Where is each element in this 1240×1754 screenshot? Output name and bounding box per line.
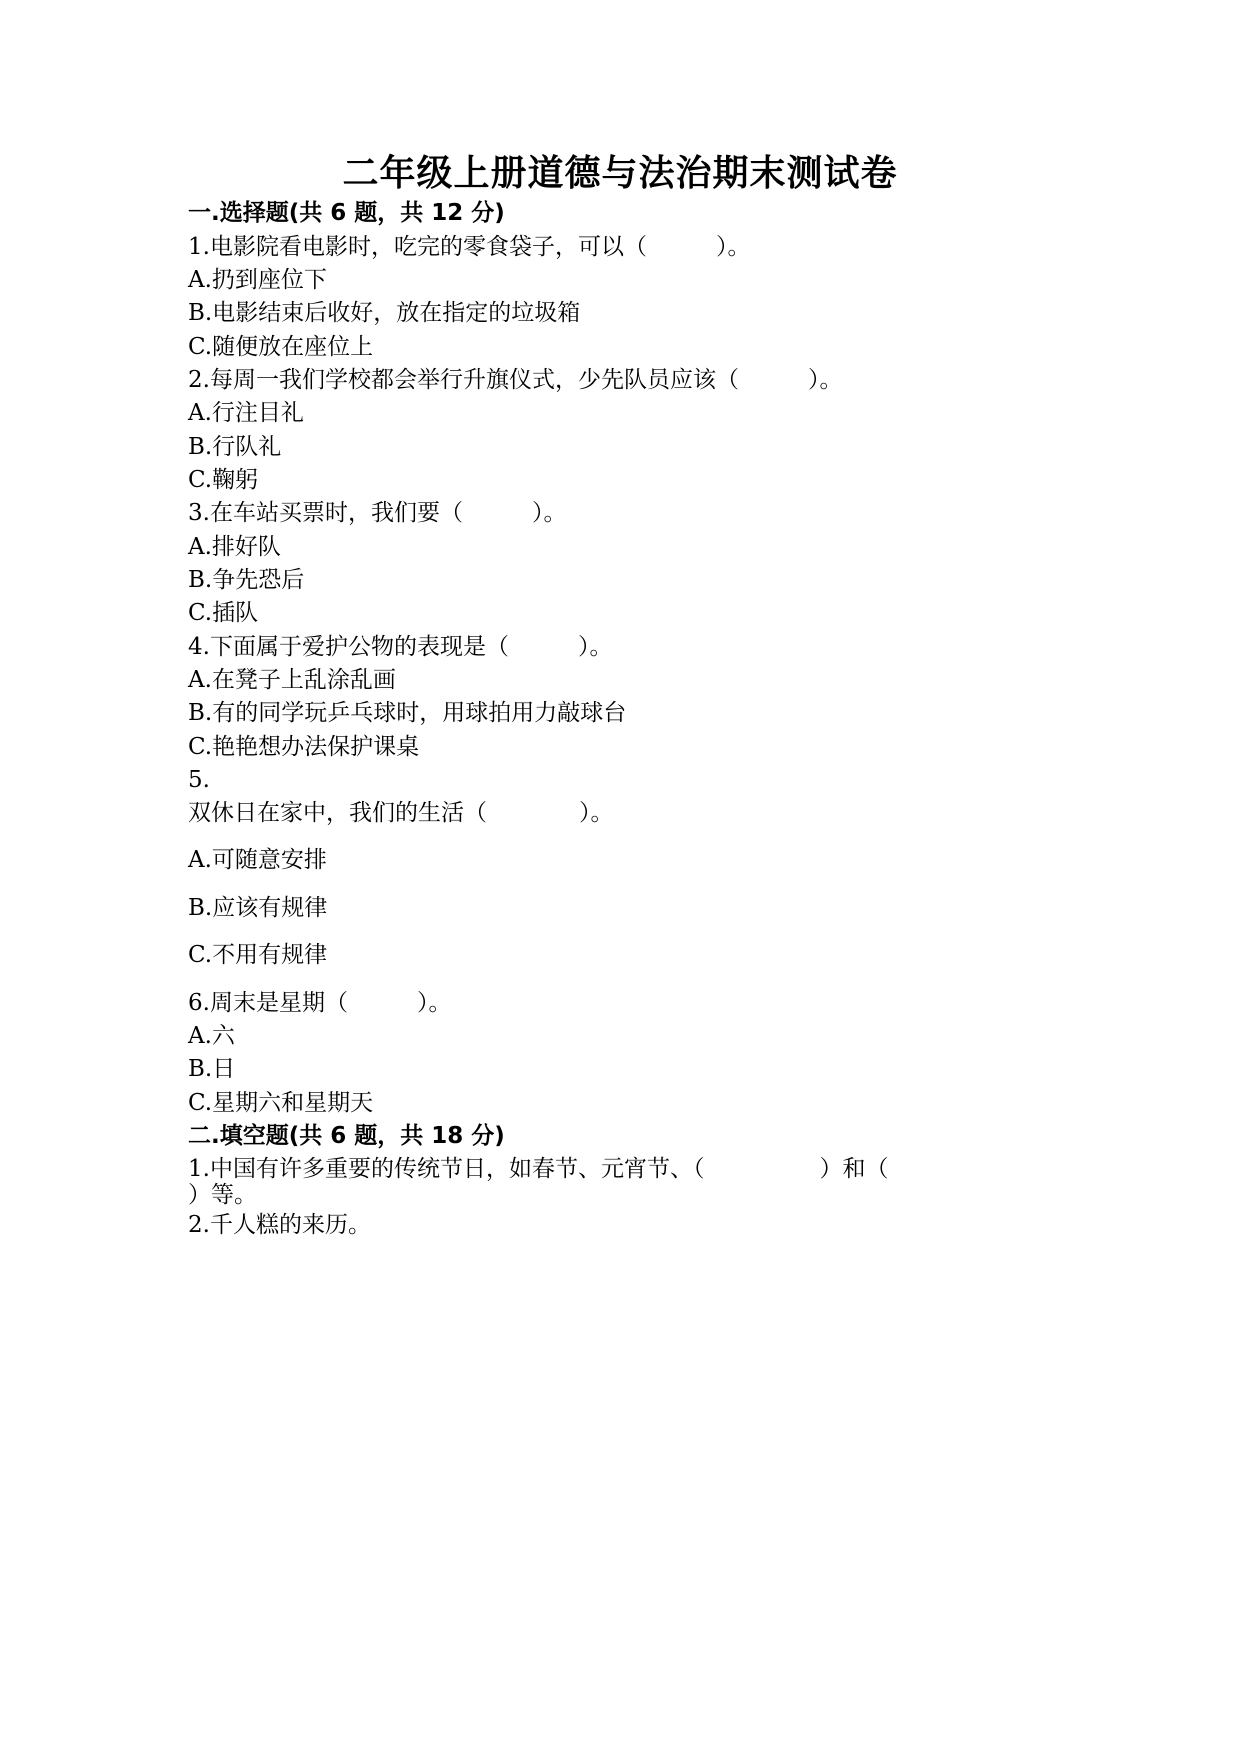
question-5-number: 5. bbox=[188, 767, 210, 793]
question-4-option-c: C.艳艳想办法保护课桌 bbox=[188, 734, 420, 760]
section-heading-choice: 一.选择题(共 6 题，共 12 分) bbox=[188, 200, 505, 226]
question-3-option-b: B.争先恐后 bbox=[188, 567, 305, 593]
question-6-stem: 6.周末是星期（ ）。 bbox=[188, 990, 452, 1016]
question-4-option-b: B.有的同学玩乒乓球时，用球拍用力敲球台 bbox=[188, 700, 627, 726]
question-1-option-b: B.电影结束后收好，放在指定的垃圾箱 bbox=[188, 300, 581, 326]
exam-title: 二年级上册道德与法治期末测试卷 bbox=[342, 153, 898, 194]
question-5-option-b: B.应该有规律 bbox=[188, 895, 328, 921]
question-1-stem: 1.电影院看电影时，吃完的零食袋子，可以（ ）。 bbox=[188, 234, 751, 260]
question-5-option-a: A.可随意安排 bbox=[188, 847, 327, 873]
question-1-option-a: A.扔到座位下 bbox=[188, 267, 327, 293]
question-4-option-a: A.在凳子上乱涂乱画 bbox=[188, 667, 396, 693]
question-4-stem: 4.下面属于爱护公物的表现是（ ）。 bbox=[188, 634, 613, 660]
question-3-stem: 3.在车站买票时，我们要（ ）。 bbox=[188, 500, 567, 526]
question-2-stem: 2.每周一我们学校都会举行升旗仪式，少先队员应该（ ）。 bbox=[188, 367, 843, 393]
section-heading-fill-blank: 二.填空题(共 6 题，共 18 分) bbox=[188, 1123, 505, 1149]
question-5-stem: 双休日在家中，我们的生活（ ）。 bbox=[188, 800, 614, 826]
fill-blank-1-line-2: ）等。 bbox=[188, 1182, 257, 1208]
fill-blank-2: 2.千人糕的来历。 bbox=[188, 1212, 371, 1238]
question-5-option-c: C.不用有规律 bbox=[188, 942, 328, 968]
question-6-option-c: C.星期六和星期天 bbox=[188, 1090, 374, 1116]
fill-blank-1-line-1: 1.中国有许多重要的传统节日，如春节、元宵节、（ ）和（ bbox=[188, 1156, 889, 1182]
question-3-option-c: C.插队 bbox=[188, 600, 259, 626]
question-1-option-c: C.随便放在座位上 bbox=[188, 334, 374, 360]
question-2-option-a: A.行注目礼 bbox=[188, 400, 304, 426]
question-3-option-a: A.排好队 bbox=[188, 534, 281, 560]
question-6-option-a: A.六 bbox=[188, 1023, 235, 1049]
question-6-option-b: B.日 bbox=[188, 1056, 236, 1082]
question-2-option-c: C.鞠躬 bbox=[188, 467, 259, 493]
question-2-option-b: B.行队礼 bbox=[188, 434, 282, 460]
